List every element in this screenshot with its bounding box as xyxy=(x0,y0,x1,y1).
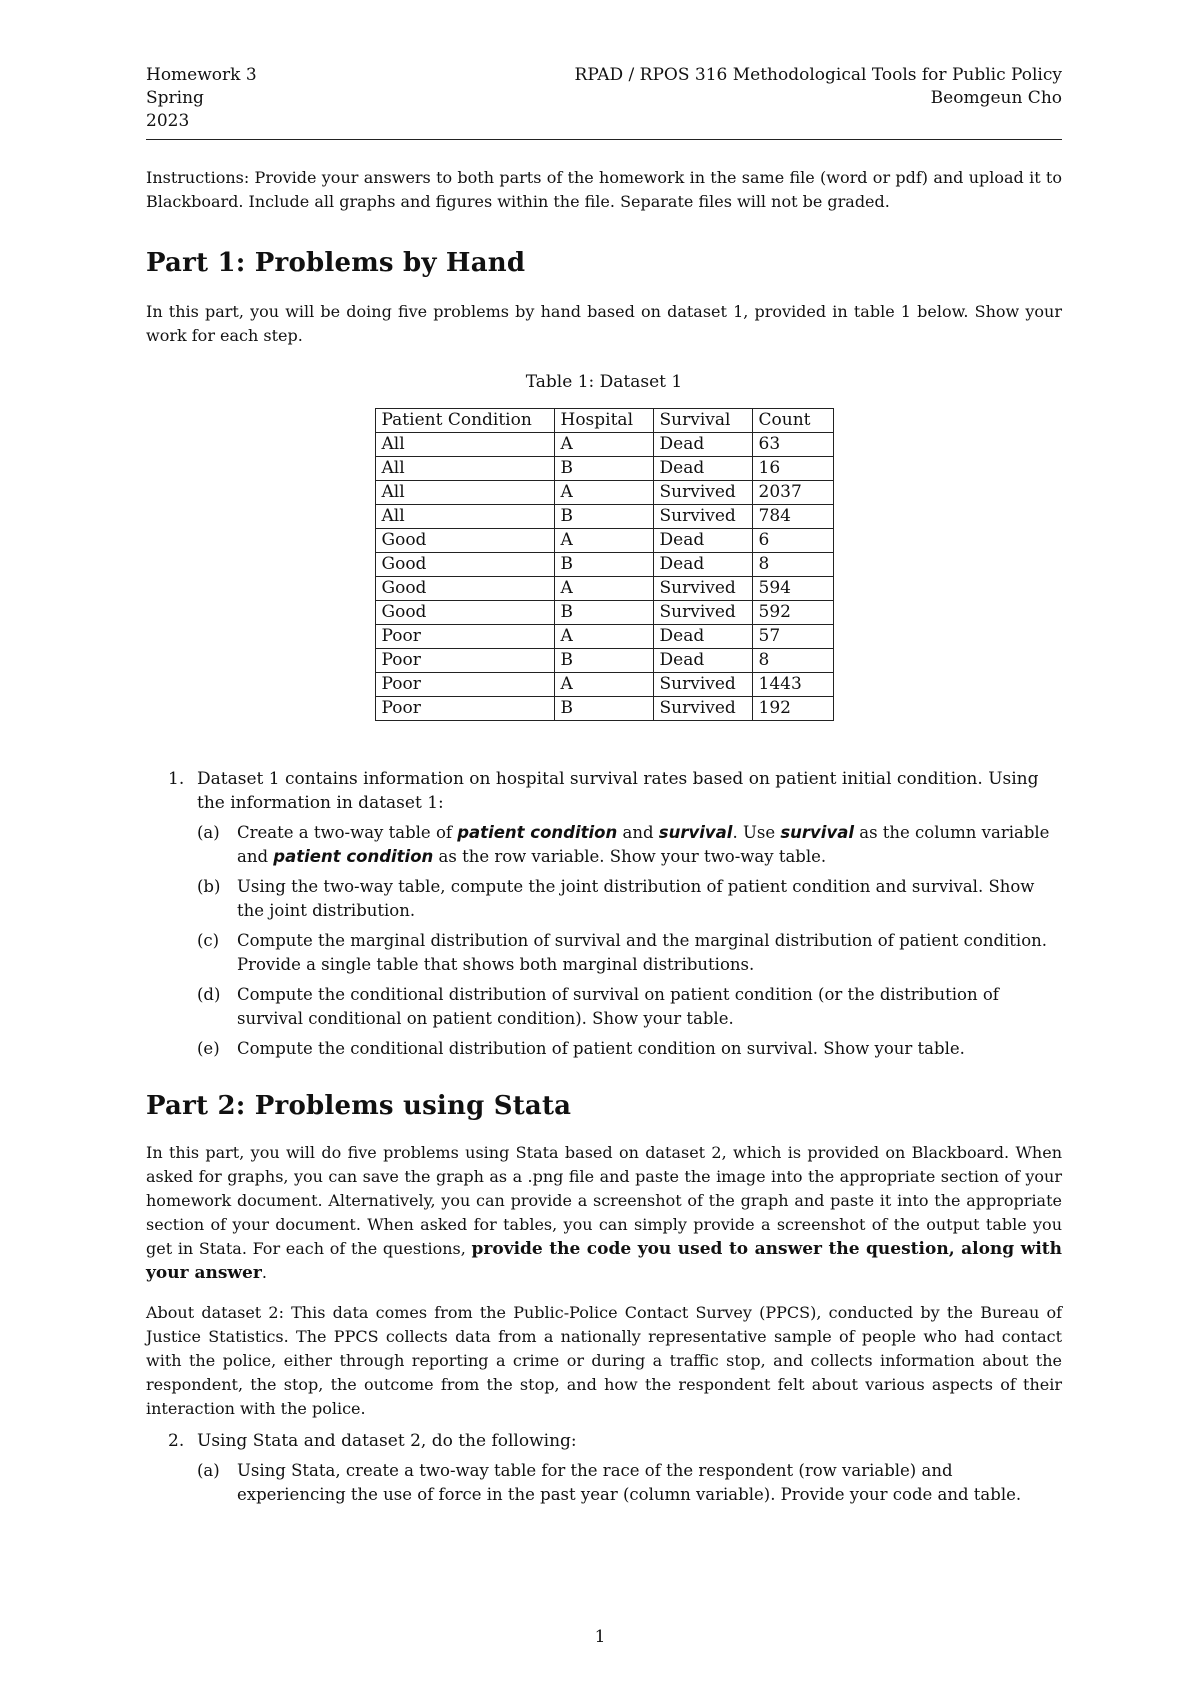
question-list-part1 xyxy=(146,767,1062,1061)
table-row xyxy=(375,553,833,577)
table-cell: Good xyxy=(375,601,554,625)
instructions-paragraph: Instructions: Provide your answers to both parts of the homework in the same file (word or pdf) and upload it to Blackboard. Include all graphs and figures within the file. Separate files will not be graded. xyxy=(146,168,1062,211)
subquestion-text: Using Stata, create a two-way table for the race of the respondent (row variable) and experiencing the use of force in the past year (column variable). Provide your code and table. xyxy=(237,1461,1022,1504)
subquestion-label: (b) xyxy=(197,877,221,896)
header-year: 2023 xyxy=(146,111,190,131)
table-cell: 192 xyxy=(752,697,833,721)
table-cell: B xyxy=(554,457,653,481)
question-number: 1. xyxy=(168,769,185,789)
table-cell: 57 xyxy=(752,625,833,649)
subquestion-label: (e) xyxy=(197,1039,220,1058)
table-cell: A xyxy=(554,529,653,553)
table-cell: All xyxy=(375,433,554,457)
question-list-part2 xyxy=(146,1429,1062,1507)
table-header-cell: Hospital xyxy=(554,409,653,433)
part2-intro-end: . xyxy=(261,1263,267,1282)
table-cell: 16 xyxy=(752,457,833,481)
table-cell: Survived xyxy=(653,601,752,625)
table-cell: A xyxy=(554,625,653,649)
table-cell: A xyxy=(554,481,653,505)
question-number: 2. xyxy=(168,1431,185,1451)
table-cell: Good xyxy=(375,529,554,553)
table-cell: B xyxy=(554,505,653,529)
table-cell: Dead xyxy=(653,553,752,577)
table-cell: Dead xyxy=(653,529,752,553)
table-cell: A xyxy=(554,577,653,601)
subquestion-label: (a) xyxy=(197,1461,220,1480)
subquestion-d xyxy=(197,983,1062,1031)
table-row xyxy=(375,577,833,601)
subquestion-b xyxy=(197,875,1062,923)
header-course-title: RPAD / RPOS 316 Methodological Tools for Public Policy xyxy=(574,65,1062,85)
page-number: 1 xyxy=(594,1627,606,1647)
table-row xyxy=(375,481,833,505)
table-row xyxy=(375,601,833,625)
header-divider xyxy=(146,139,1062,140)
subquestion-text: Compute the marginal distribution of survival and the marginal distribution of patient condition. Provide a single table that shows both marginal distributions. xyxy=(237,931,1047,974)
table-row xyxy=(375,433,833,457)
dataset2-description: About dataset 2: This data comes from the Public-Police Contact Survey (PPCS), conducted by the Bureau of Justice Statistics. The PPCS collects data from a nationally representative sample of people who had contact with the police, either through reporting a crime or during a traffic stop, and collects information about the respondent, the stop, the outcome from the stop, and how the respondent felt about various aspects of their interaction with the police. xyxy=(146,1303,1062,1418)
table-cell: B xyxy=(554,601,653,625)
table-row xyxy=(375,625,833,649)
header-left xyxy=(146,64,257,133)
table-caption: Table 1: Dataset 1 xyxy=(525,372,683,392)
table-row xyxy=(375,649,833,673)
variable-name: survival xyxy=(658,823,733,842)
subquestion-text-part: as the row variable. Show your two-way table. xyxy=(433,847,827,866)
variable-name: patient condition xyxy=(273,847,434,866)
table-cell: 8 xyxy=(752,553,833,577)
subquestion-text-part: as the column variable and xyxy=(237,823,1050,866)
question-2 xyxy=(146,1429,1062,1507)
subquestion-a xyxy=(197,1459,1062,1507)
table-cell: 592 xyxy=(752,601,833,625)
subquestion-text-part: and xyxy=(617,823,659,842)
question-text: Dataset 1 contains information on hospital survival rates based on patient initial condition. Using the information in dataset 1: xyxy=(197,769,1039,813)
table-cell: 1443 xyxy=(752,673,833,697)
header-right xyxy=(575,64,1062,133)
table-cell: Dead xyxy=(653,457,752,481)
table-cell: All xyxy=(375,481,554,505)
part2-intro-text: In this part, you will do five problems using Stata based on dataset 2, which is provided on Blackboard. When asked for graphs, you can save the graph as a .png file and paste the image into the appropriate section of your homework document. Alternatively, you can provide a screenshot of the graph and paste it into the appropriate section of your document. When asked for tables, you can simply provide a screenshot of the output table you get in Stata. For each of the questions, xyxy=(146,1143,1062,1258)
table-header-row xyxy=(375,409,833,433)
dataset-table xyxy=(375,408,834,721)
table-cell: 784 xyxy=(752,505,833,529)
subquestion-text: Using the two-way table, compute the joint distribution of patient condition and survival. Show the joint distribution. xyxy=(237,877,1035,920)
part2-intro-emphasis: provide the code you used to answer the question, along with your answer xyxy=(146,1239,1062,1283)
table-cell: Survived xyxy=(653,697,752,721)
table-row xyxy=(375,529,833,553)
subquestion-text: Compute the conditional distribution of patient condition on survival. Show your table. xyxy=(237,1039,965,1058)
table-cell: All xyxy=(375,457,554,481)
question-text: Using Stata and dataset 2, do the following: xyxy=(197,1431,577,1451)
subquestion-list xyxy=(197,821,1062,1061)
header-instructor: Beomgeun Cho xyxy=(930,88,1062,108)
subquestion-label: (a) xyxy=(197,823,220,842)
table-row xyxy=(375,673,833,697)
subquestion-text-part: Create a two-way table of xyxy=(237,823,458,842)
table-cell: All xyxy=(375,505,554,529)
document-page xyxy=(146,64,1062,1513)
page-header xyxy=(146,64,1062,133)
table-cell: Poor xyxy=(375,673,554,697)
table-cell: Survived xyxy=(653,577,752,601)
table-row xyxy=(375,697,833,721)
subquestion-c xyxy=(197,929,1062,977)
header-course-homework: Homework 3 xyxy=(146,65,257,85)
subquestion-text-part: . Use xyxy=(732,823,781,842)
subquestion-list xyxy=(197,1459,1062,1507)
table-header-cell: Patient Condition xyxy=(375,409,554,433)
question-1 xyxy=(146,767,1062,1061)
variable-name: patient condition xyxy=(457,823,618,842)
table-cell: Good xyxy=(375,553,554,577)
table-cell: Survived xyxy=(653,505,752,529)
part1-heading: Part 1: Problems by Hand xyxy=(146,248,526,278)
table-header-cell: Survival xyxy=(653,409,752,433)
table-cell: Poor xyxy=(375,649,554,673)
table-cell: Poor xyxy=(375,625,554,649)
header-term: Spring xyxy=(146,88,204,108)
table-cell: Good xyxy=(375,577,554,601)
table-cell: 2037 xyxy=(752,481,833,505)
table-cell: 63 xyxy=(752,433,833,457)
table-row xyxy=(375,457,833,481)
table-cell: 594 xyxy=(752,577,833,601)
table-cell: A xyxy=(554,673,653,697)
subquestion-label: (c) xyxy=(197,931,220,950)
part1-intro: In this part, you will be doing five problems by hand based on dataset 1, provided in table 1 below. Show your work for each step. xyxy=(146,302,1062,345)
subquestion-e xyxy=(197,1037,1062,1061)
subquestion-label: (d) xyxy=(197,985,221,1004)
table-cell: Dead xyxy=(653,625,752,649)
table-cell: A xyxy=(554,433,653,457)
table-row xyxy=(375,505,833,529)
variable-name: survival xyxy=(780,823,854,842)
table-cell: B xyxy=(554,553,653,577)
part2-heading: Part 2: Problems using Stata xyxy=(146,1091,572,1121)
subquestion-a xyxy=(197,821,1062,869)
table-cell: 6 xyxy=(752,529,833,553)
table-cell: B xyxy=(554,649,653,673)
table-cell: 8 xyxy=(752,649,833,673)
table-header-cell: Count xyxy=(752,409,833,433)
part2-intro xyxy=(146,1141,1062,1285)
table-cell: Dead xyxy=(653,649,752,673)
table-cell: Poor xyxy=(375,697,554,721)
table-cell: B xyxy=(554,697,653,721)
table-cell: Dead xyxy=(653,433,752,457)
table-cell: Survived xyxy=(653,673,752,697)
table-cell: Survived xyxy=(653,481,752,505)
subquestion-text: Compute the conditional distribution of survival on patient condition (or the distribution of survival conditional on patient condition). Show your table. xyxy=(237,985,999,1028)
